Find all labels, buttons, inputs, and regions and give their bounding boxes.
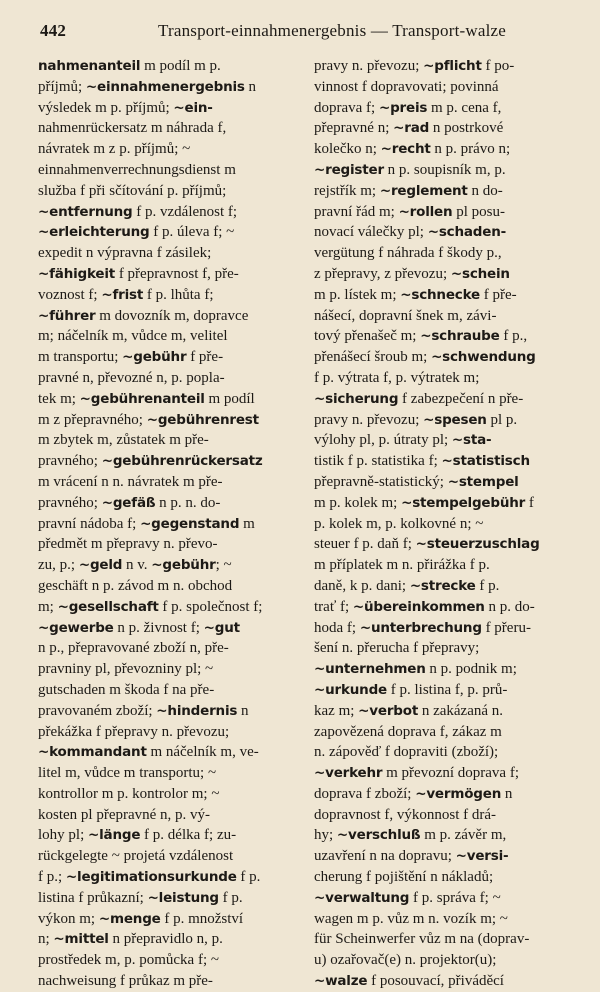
entry-line: geschäft n p. závod m n. obchod [38, 577, 233, 594]
entry-line: f p.; ~legitimationsurkunde f p. [38, 869, 261, 886]
entry-line: m; ~gesellschaft f p. společnost f; [38, 598, 263, 615]
entry-line: steuer f p. daň f; ~steuerzuschlag [314, 536, 540, 553]
entry-line: ~fähigkeit f přepravnost f, pře- [38, 265, 239, 282]
entry-line: novací válečky pl; ~schaden- [314, 224, 507, 241]
text-columns [38, 56, 584, 990]
entry-line: ~unternehmen n p. podnik m; [314, 661, 517, 678]
entry-line: m transportu; ~gebühr f pře- [38, 349, 224, 366]
entry-line: daně, k p. dani; ~strecke f p. [314, 577, 500, 594]
entry-line: služba f při sčítování p. příjmů; [38, 182, 227, 199]
entry-line: ~entfernung f p. vzdálenost f; [38, 203, 238, 220]
entry-line: pravniny pl, převozniny pl; ~ [38, 661, 214, 678]
entry-line: přenášecí šroub m; ~schwendung [314, 349, 536, 366]
entry-line: návratek m z p. příjmů; ~ [38, 141, 191, 158]
entry-line: kolečko n; ~recht n p. právo n; [314, 141, 511, 158]
entry-line: nahmenanteil m podíl m p. [38, 58, 221, 74]
entry-line: u) ozařovač(e) n. projektor(u); [314, 952, 497, 969]
entry-line: ~urkunde f p. listina f, p. prů- [314, 681, 508, 698]
entry-line: výlohy pl, p. útraty pl; ~sta- [314, 432, 492, 449]
entry-line: pravní nádoba f; ~gegenstand m [38, 515, 255, 532]
entry-line: für Scheinwerfer vůz m na (doprav- [314, 931, 530, 948]
entry-line: hy; ~verschluß m p. závěr m, [314, 827, 507, 844]
entry-line: m zbytek m, zůstatek m pře- [38, 432, 209, 449]
entry-line: tek m; ~gebührenanteil m podíl [38, 390, 255, 407]
entry-line: nášecí, dopravní šnek m, závi- [314, 307, 497, 324]
entry-line: pravy n. převozu; ~spesen pl p. [314, 411, 518, 428]
entry-line: m příplatek m n. přirážka f p. [314, 557, 490, 574]
entry-line: rejstřík m; ~reglement n do- [314, 182, 503, 199]
entry-line: p. kolek m, p. kolkovné n; ~ [314, 515, 484, 532]
entry-line: pravní řád m; ~rollen pl posu- [314, 203, 505, 220]
entry-line: pravovaném zboží; ~hindernis n [38, 702, 249, 719]
entry-line: nahmenrückersatz m náhrada f, [38, 120, 227, 137]
entry-line: f p. výtrata f, p. výtratek m; [314, 369, 480, 386]
entry-line: wagen m p. vůz m n. vozík m; ~ [314, 910, 508, 927]
running-head: Transport-einnahmenergebnis — Transport-walze [157, 21, 506, 40]
entry-line: zu, p.; ~geld n v. ~gebühr; ~ [38, 557, 232, 574]
entry-line: ~walze f posouvací, přiváděcí [314, 973, 504, 990]
entry-line: ~gewerbe n p. živnost f; ~gut [38, 619, 240, 636]
entry-line: výkon m; ~menge f p. množství [38, 910, 244, 927]
entry-line: cherung f pojištění n nákladů; [314, 869, 494, 886]
entry-line: výsledek m p. příjmů; ~ein- [38, 99, 213, 116]
left-column [38, 56, 300, 990]
page-number: 442 [40, 21, 67, 40]
page-header [40, 16, 560, 46]
entry-line: nachweisung f průkaz m pře- [38, 973, 213, 990]
entry-line: kontrollor m p. kontrolor m; ~ [38, 785, 220, 802]
entry-line: m vrácení n n. návratek m pře- [38, 473, 223, 490]
entry-line: kosten pl přepravné n, p. vý- [38, 806, 211, 823]
entry-line: příjmů; ~einnahmenergebnis n [38, 78, 257, 95]
entry-line: hoda f; ~unterbrechung f přeru- [314, 619, 531, 636]
entry-line: gutschaden m škoda f na pře- [38, 681, 215, 698]
entry-line: ~erleichterung f p. úleva f; ~ [38, 224, 235, 241]
entry-line: tistik f p. statistika f; ~statistisch [314, 453, 530, 470]
entry-line: listina f průkazní; ~leistung f p. [38, 889, 243, 906]
entry-line: voznost f; ~frist f p. lhůta f; [38, 286, 214, 303]
entry-line: z přepravy, z převozu; ~schein [314, 265, 510, 282]
entry-line: n. zápověď f dopraviti (zboží); [314, 744, 499, 761]
entry-line: ~führer m dovozník m, dopravce [38, 307, 249, 324]
entry-line: litel m, vůdce m transportu; ~ [38, 765, 217, 782]
entry-line: ~sicherung f zabezpečení n pře- [314, 390, 524, 407]
entry-line: pravy n. převozu; ~pflicht f po- [314, 58, 515, 74]
entry-line: překážka f přepravy n. převozu; [38, 723, 230, 740]
entry-line: šení n. přerucha f přepravy; [314, 640, 480, 657]
entry-line: einnahmenverrechnungsdienst m [38, 161, 236, 178]
entry-line: ~verwaltung f p. správa f; ~ [314, 889, 501, 906]
entry-line: ~verkehr m převozní doprava f; [314, 765, 519, 782]
entry-line: pravného; ~gefäß n p. n. do- [38, 494, 221, 511]
entry-line: expedit n výpravna f zásilek; [38, 245, 212, 262]
entry-line: ~register n p. soupisník m, p. [314, 161, 506, 178]
entry-line: pravného; ~gebührenrückersatz [38, 453, 263, 470]
entry-line: vergütung f náhrada f škody p., [314, 245, 502, 262]
entry-line: zapovězená doprava f, zákaz m [314, 723, 502, 740]
entry-line: n p., přepravované zboží n, pře- [38, 640, 229, 657]
entry-line: dopravnost f, výkonnost f drá- [314, 806, 497, 823]
entry-line: lohy pl; ~länge f p. délka f; zu- [38, 827, 237, 844]
entry-line: ~kommandant m náčelník m, ve- [38, 744, 259, 761]
entry-line: pravné n, převozné n, p. popla- [38, 369, 225, 386]
entry-line: přepravné n; ~rad n postrkové [314, 120, 504, 137]
entry-line: prostředek m, p. pomůcka f; ~ [38, 952, 219, 969]
entry-line: doprava f; ~preis m p. cena f, [314, 99, 502, 116]
entry-line: m p. lístek m; ~schnecke f pře- [314, 286, 517, 303]
entry-line: rückgelegte ~ projetá vzdálenost [38, 848, 234, 865]
entry-line: uzavření n na dopravu; ~versi- [314, 848, 509, 865]
entry-line: vinnost f dopravovati; povinná [314, 78, 499, 95]
entry-line: m z přepravného; ~gebührenrest [38, 411, 259, 428]
entry-line: kaz m; ~verbot n zakázaná n. [314, 702, 504, 719]
entry-line: n; ~mittel n přepravidlo n, p. [38, 931, 223, 948]
entry-line: m p. kolek m; ~stempelgebühr f [314, 494, 534, 511]
entry-line: trať f; ~übereinkommen n p. do- [314, 598, 535, 615]
entry-line: předmět m přepravy n. převo- [38, 536, 218, 553]
right-column [314, 56, 576, 990]
entry-line: doprava f zboží; ~vermögen n [314, 785, 513, 802]
entry-line: přepravně-statistický; ~stempel [314, 473, 519, 490]
entry-line: m; náčelník m, vůdce m, velitel [38, 328, 228, 345]
entry-line: tový přenašeč m; ~schraube f p., [314, 328, 528, 345]
